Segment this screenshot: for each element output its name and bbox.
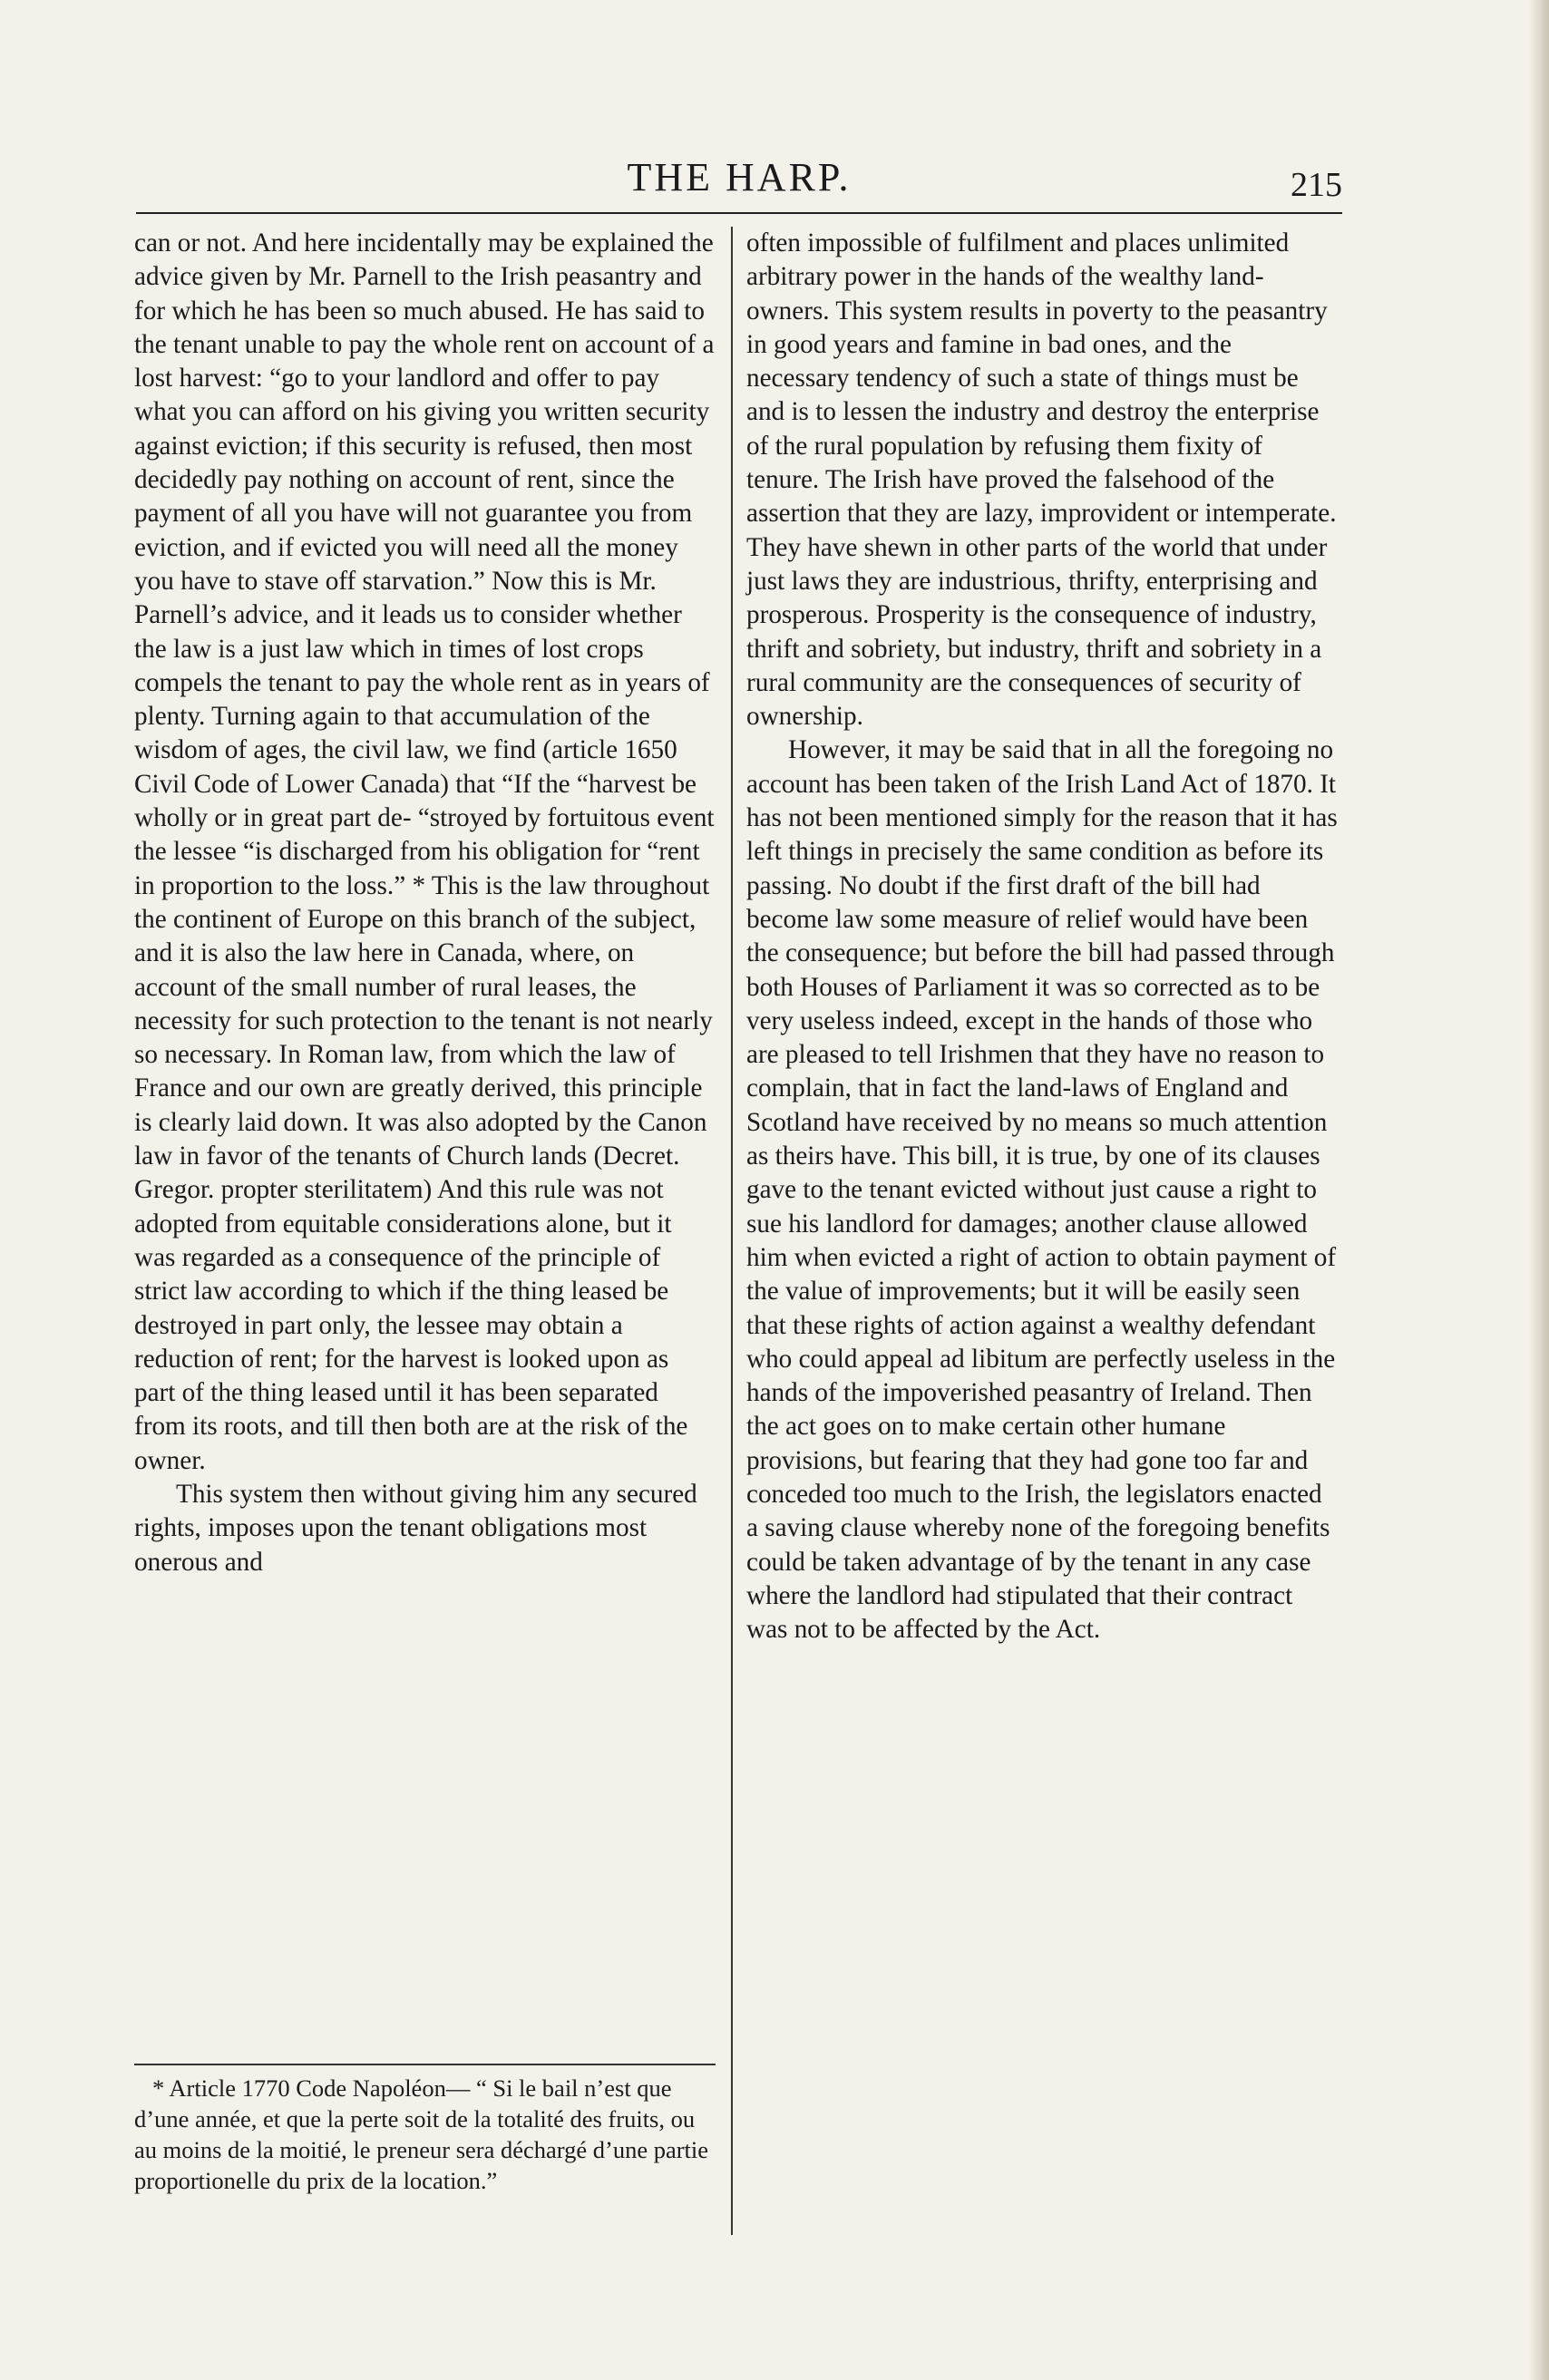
footnote [134,2073,716,2196]
page-header [136,154,1342,209]
footnote-text: * Article 1770 Code Napoléon— “ Si le bail n’est que d’une année, et que la perte soit de la totalité des fruits, ou au moins de la moitié, le preneur sera déchargé d’une partie proportionelle du prix de la location.” [134,2074,709,2194]
right-paragraph-2: However, it may be said that in all the foregoing no account has been taken of the Irish Land Act of 1870. It has not been mentioned simply for the reason that it has left things in precisely the same condition as before its passing. No doubt if the first draft of the bill had become law some measure of relief would have been the consequence; but before the bill had passed through both Houses of Parliament it was so corrected as to be very useless indeed, except in the hands of those who are pleased to tell Irishmen that they have no reason to complain, that in fact the land-laws of England and Scotland have received by no means so much attention as theirs have. This bill, it is true, by one of its clauses gave to the tenant evicted without just cause a right to sue his landlord for damages; another clause allowed him when evicted a right of action to obtain payment of the value of improvements; but it will be easily seen that these rights of action against a wealthy defendant who could appeal ad libitum are perfectly useless in the hands of the impoverished peasantry of Ireland. Then the act goes on to make certain other humane provisions, but fearing that they had gone too far and conceded too much to the Irish, the legislators enacted a saving clause whereby none of the foregoing benefits could be taken advantage of by the tenant in any case where the landlord had stipulated that their contract was not to be affected by the Act. [746,735,1338,1645]
column-divider [731,227,733,2235]
page-number: 215 [1291,166,1342,204]
footnote-rule [134,2064,716,2065]
header-rule [136,212,1342,214]
running-title: THE HARP. [627,155,852,199]
right-column [746,227,1338,1647]
left-column [134,227,716,1579]
left-paragraph-2: This system then without giving him any secured rights, imposes upon the tenant obligations most onerous and [134,1479,697,1577]
right-paragraph-1: often impossible of fulfilment and places unlimited arbitrary power in the hands of the wealthy land-owners. This system results in poverty to the peasantry in good years and famine in bad ones, and the necessary tendency of such a state of things must be and is to lessen the industry and destroy the enterprise of the rural population by refusing them fixity of tenure. The Irish have proved the falsehood of the assertion that they are lazy, improvident or intemperate. They have shewn in other parts of the world that under just laws they are industrious, thrifty, enterprising and prosperous. Prosperity is the consequence of industry, thrift and sobriety, but industry, thrift and sobriety in a rural community are the consequences of security of ownership. [746,228,1337,732]
left-paragraph-1: can or not. And here incidentally may be explained the advice given by Mr. Parnell to the Irish peasantry and for which he has been so much abused. He has said to the tenant unable to pay the whole rent on account of a lost harvest: “go to your landlord and offer to pay what you can afford on his giving you written security against eviction; if this security is refused, then most decidedly pay nothing on account of rent, since the payment of all you have will not guarantee you from eviction, and if evicted you will need all the money you have to stave off starvation.” Now this is Mr. Parnell’s advice, and it leads us to consider whether the law is a just law which in times of lost crops compels the tenant to pay the whole rent as in years of plenty. Turning again to that accumulation of the wisdom of ages, the civil law, we find (article 1650 Civil Code of Lower Canada) that “If the “harvest be wholly or in great part de- “stroyed by fortuitous event the lessee “is discharged from his obligation for “rent in proportion to the loss.” * This is the law throughout the continent of Europe on this branch of the subject, and it is also the law here in Canada, where, on account of the small number of rural leases, the necessity for such protection to the tenant is not nearly so necessary. In Roman law, from which the law of France and our own are greatly derived, this principle is clearly laid down. It was also adopted by the Canon law in favor of the tenants of Church lands (Decret. Gregor. propter sterilitatem) And this rule was not adopted from equitable considerations alone, but it was regarded as a consequence of the principle of strict law according to which if the thing leased be destroyed in part only, the lessee may obtain a reduction of rent; for the harvest is looked upon as part of the thing leased until it has been separated from its roots, and till then both are at the risk of the owner. [134,228,715,1475]
page-edge-shadow [1529,0,1549,2380]
